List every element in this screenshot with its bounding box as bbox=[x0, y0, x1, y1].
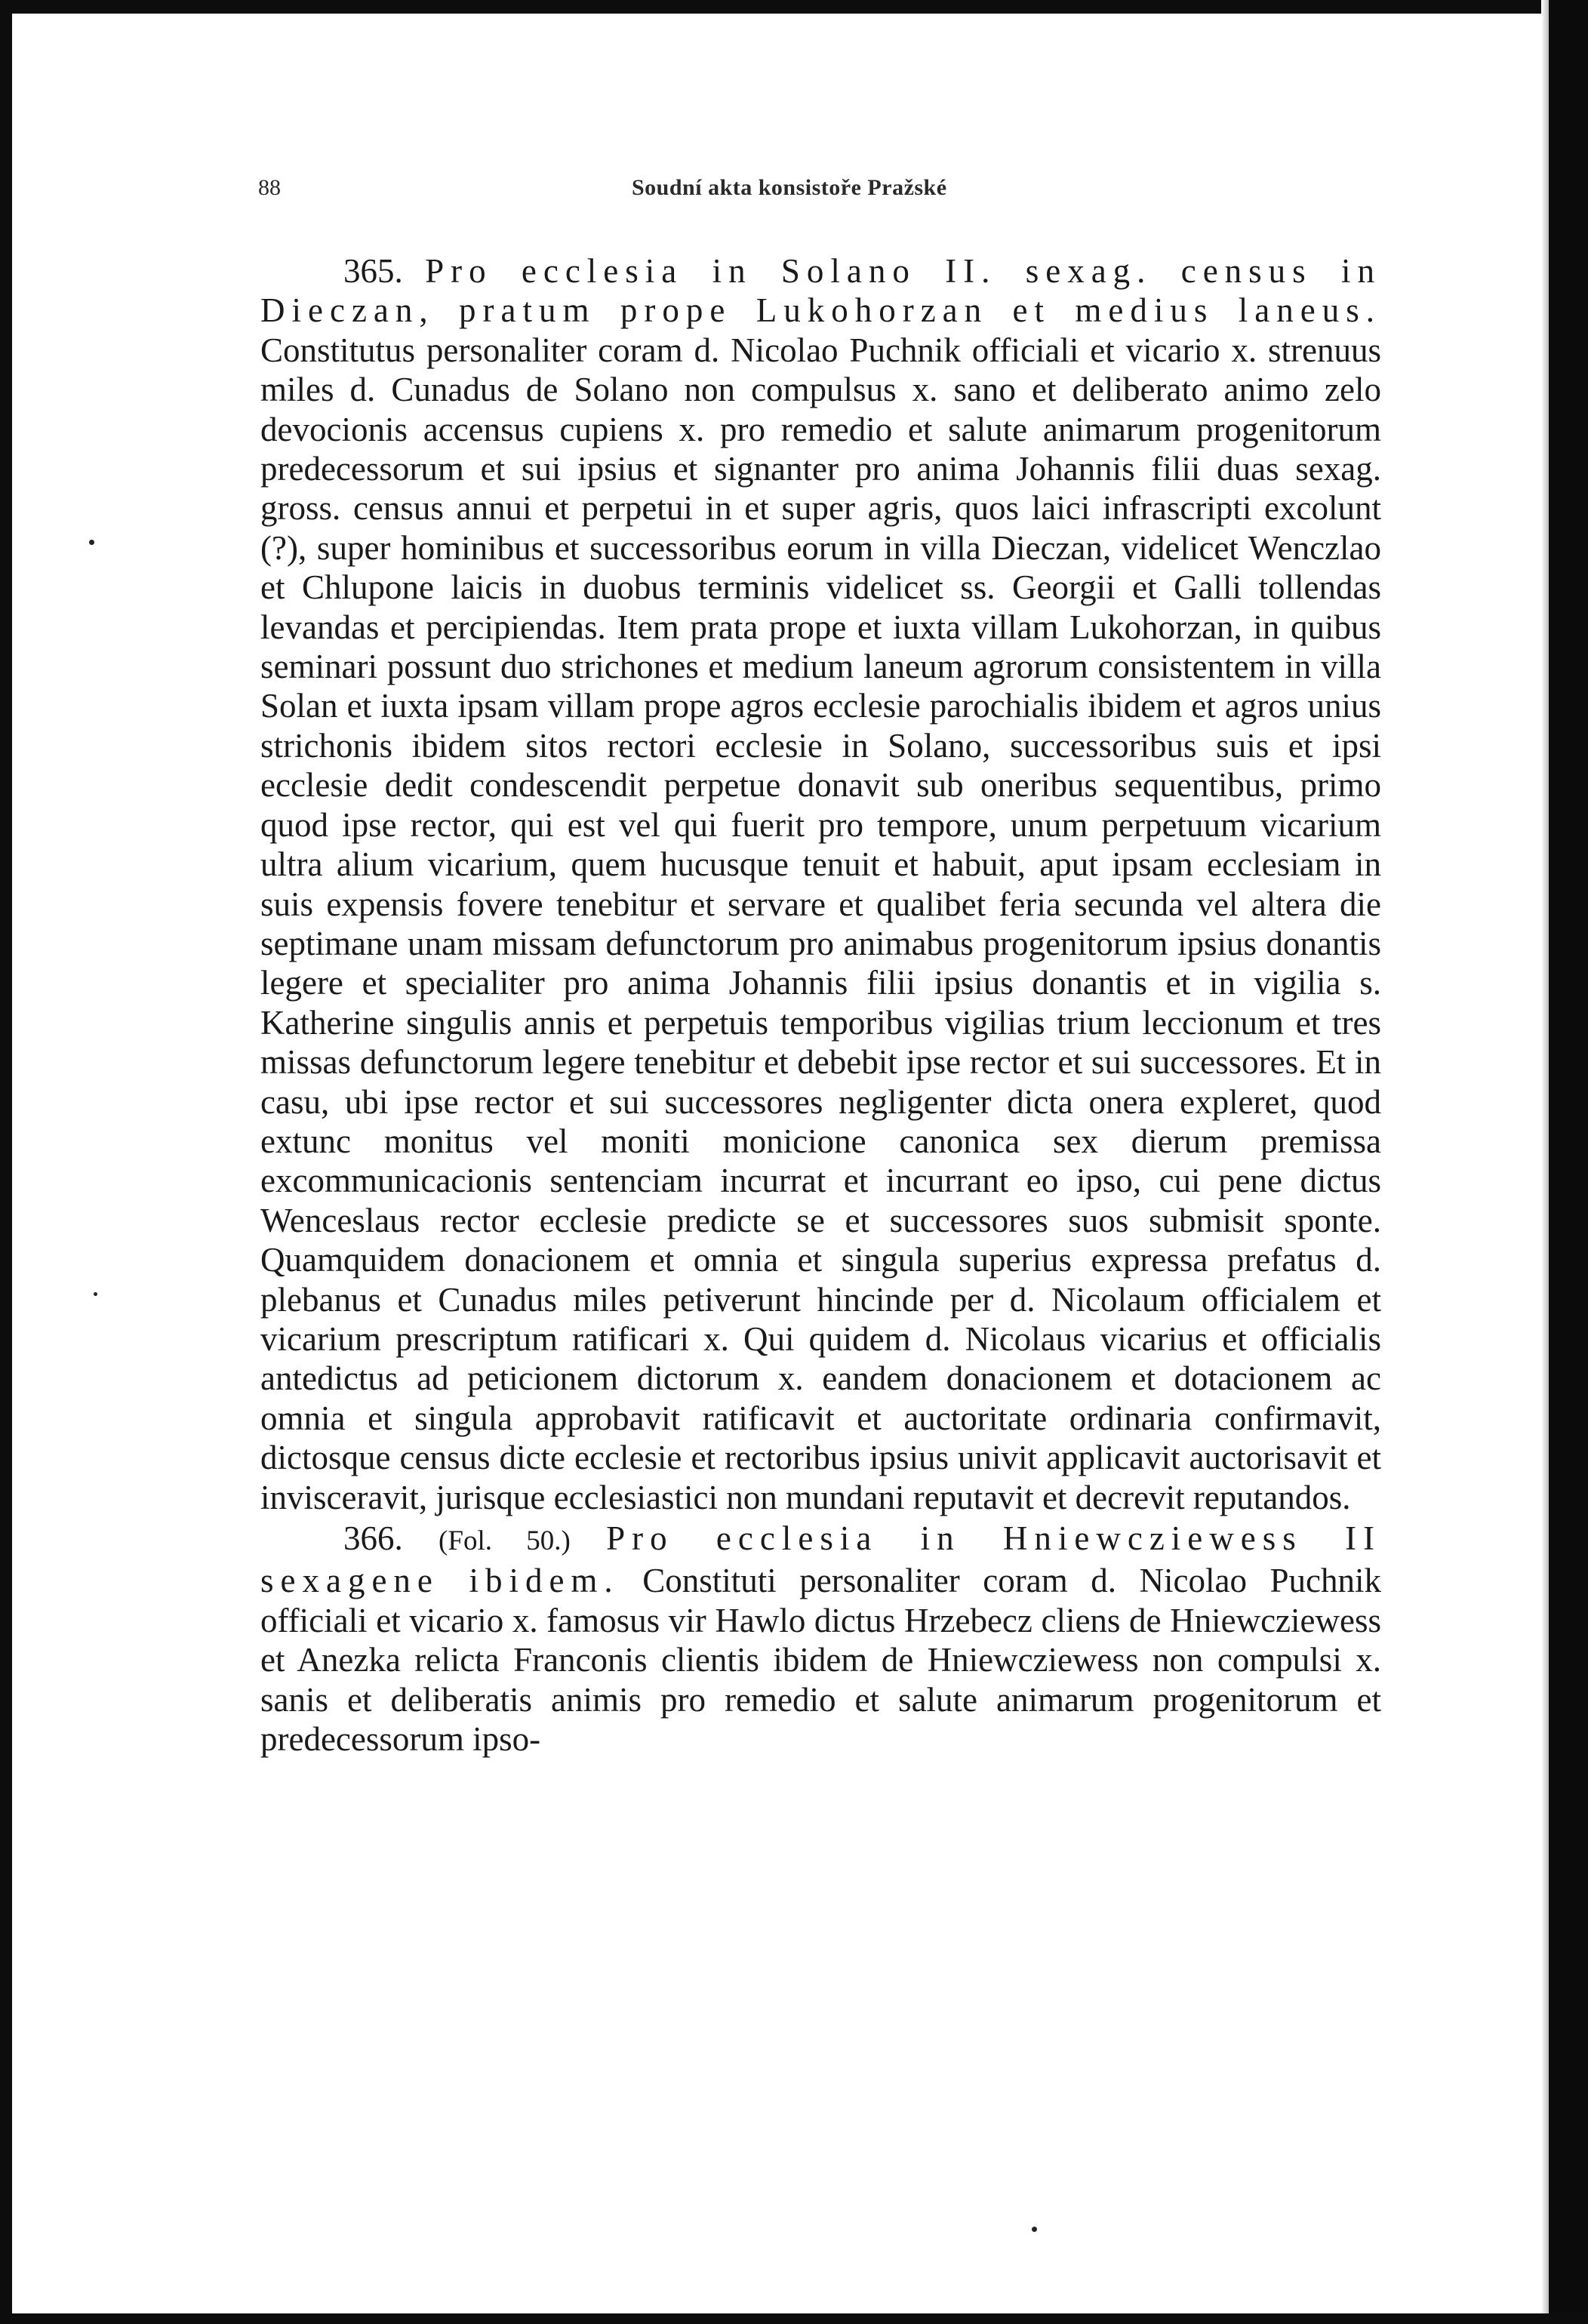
page-header bbox=[258, 175, 1390, 210]
scan-speck bbox=[1032, 2227, 1037, 2232]
scan-border-top bbox=[0, 0, 1588, 14]
entry-title: Pro ecclesia in Solano II. sexag. census in Dieczan, pratum prope Lukohorzan et medius laneus. bbox=[260, 252, 1381, 330]
entry-365 bbox=[260, 251, 1381, 1517]
scan-speck bbox=[89, 540, 94, 545]
folio-reference: (Fol. 50.) bbox=[439, 1525, 571, 1556]
scan-speck bbox=[94, 1292, 97, 1296]
running-title: Soudní akta konsistoře Pražské bbox=[632, 175, 947, 200]
page-body bbox=[260, 251, 1381, 1759]
scan-page-edge bbox=[1541, 0, 1549, 2324]
entry-title: Pro ecclesia in Hniewcziewess II sexagene ibidem. bbox=[260, 1519, 1382, 1600]
entry-number: 366. bbox=[343, 1519, 403, 1557]
page-number: 88 bbox=[258, 175, 281, 200]
scan-border-bottom bbox=[0, 2313, 1588, 2324]
entry-text: Constituti personaliter coram d. Nicolao Puchnik officiali et vicario x. famosus vir Hawlo dictus Hrzebecz cliens de Hniewcziewess et Anezka relicta Franconis clientis ibidem de Hniewcziewess non compulsi x. sanis et deliberatis animis pro remedio et salute animarum progenitorum et predecessorum ipso- bbox=[260, 1562, 1382, 1759]
scan-border-right bbox=[1549, 0, 1588, 2324]
entry-366 bbox=[260, 1519, 1381, 1759]
entry-text: Constitutus personaliter coram d. Nicolao Puchnik officiali et vicario x. strenuus miles d. Cunadus de Solano non compulsus x. sano et deliberato animo zelo devocionis accensus cupiens x. pro remedio et salute animarum progenitorum predecessorum et sui ipsius et signanter pro anima Johannis filii duas sexag. gross. census annui et perpetui in et super agris, quos laici infrascripti excolunt (?), super hominibus et successoribus eorum in villa Dieczan, videlicet Wenczlao et Chlupone laicis in duobus terminis videlicet ss. Georgii et Galli tollendas levandas et percipiendas. Item prata prope et iuxta villam Lukohorzan, in quibus seminari possunt duo strichones et medium laneum agrorum consistentem in villa Solan et iuxta ipsam villam prope agros ecclesie parochialis ibidem et agros unius strichonis ibidem sitos rectori ecclesie in Solano, successoribus suis et ipsi ecclesie dedit condescendit perpetue donavit sub oneribus sequentibus, primo quod ipse rector, qui est vel qui fuerit pro tempore, unum perpetuum vicarium ultra alium vicarium, quem hucusque tenuit et habuit, aput ipsam ecclesiam in suis expensis fovere tenebitur et servare et qualibet feria secunda vel altera die septimane unam missam defunctorum pro animabus progenitorum ipsius donantis legere et specialiter pro anima Johannis filii ipsius donantis et in vigilia s. Katherine singulis annis et perpetuis temporibus vigilias trium leccionum et tres missas defunctorum legere tenebitur et debebit ipse rector et sui successores. Et in casu, ubi ipse rector et sui successores negligenter dicta onera expleret, quod extunc monitus vel moniti monicione canonica sex dierum premissa excommunicacionis sentenciam incurrat et incurrant eo ipso, cui pene dictus Wenceslaus rector ecclesie predicte se et successores suos submisit sponte. Quamquidem donacionem et omnia et singula superius expressa prefatus d. plebanus et Cunadus miles petiverunt hincinde per d. Nicolaum officialem et vicarium prescriptum ratificari x. Qui quidem d. Nicolaus vicarius et officialis antedictus ad peticionem dictorum x. eandem donacionem et dotacionem ac omnia et singula approbavit ratificavit et auctoritate ordinaria confirmavit, dictosque census dicte ecclesie et rectoribus ipsius univit applicavit auctorisavit et invisceravit, jurisque ecclesiastici non mundani reputavit et decrevit reputandos. bbox=[260, 331, 1381, 1516]
scan-border-left bbox=[0, 0, 12, 2324]
entry-number: 365. bbox=[343, 252, 403, 290]
